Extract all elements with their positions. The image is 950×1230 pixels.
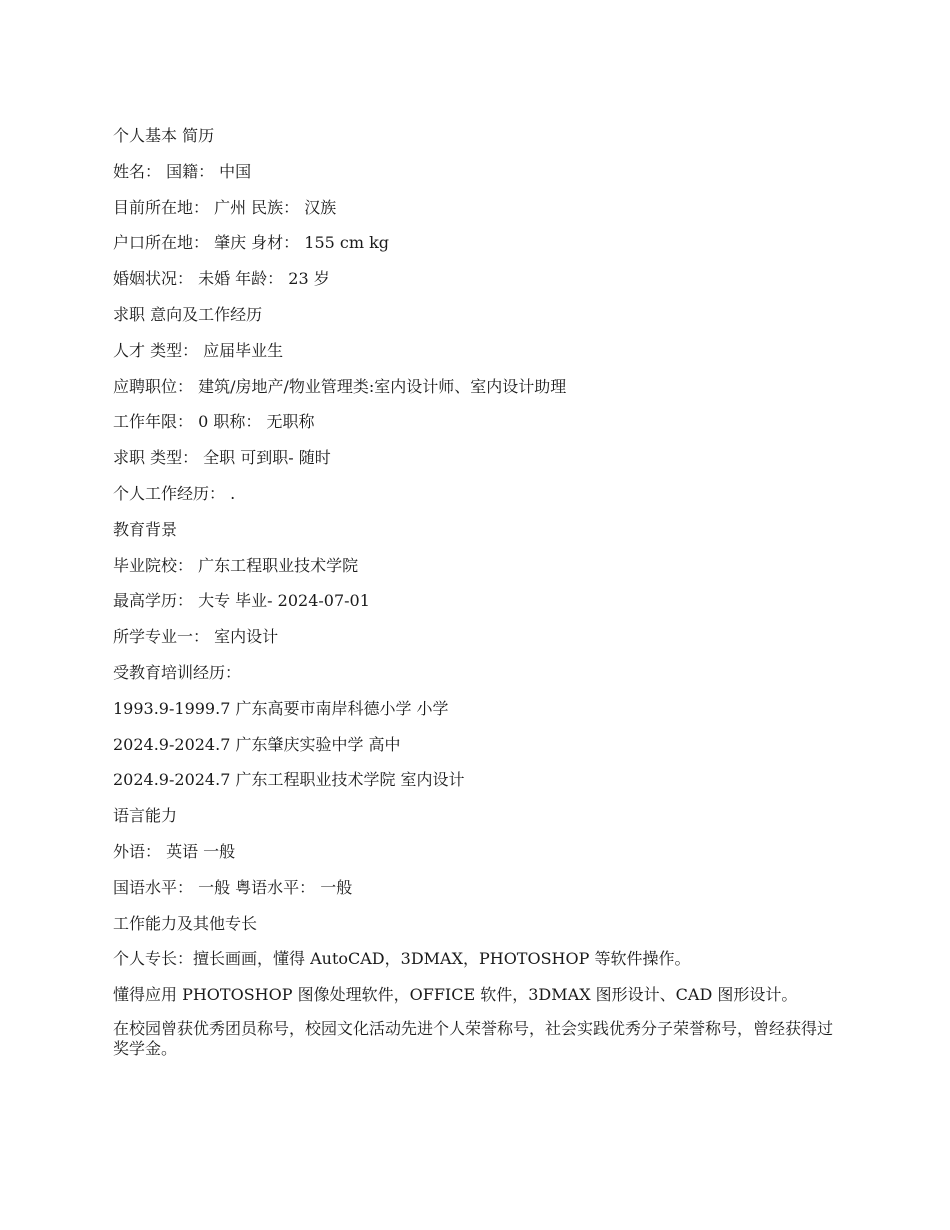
personal-skills-line: 个人专长：擅长画画，懂得 AutoCAD，3DMAX，PHOTOSHOP 等软件操作。 [113, 949, 691, 969]
honors-paragraph: 在校园曾获优秀团员称号，校园文化活动先进个人荣誉称号，社会实践优秀分子荣誉称号，曾经获得过奖学金。 [113, 1018, 834, 1058]
section-heading-language: 语言能力 [113, 806, 178, 826]
section-heading-education: 教育背景 [113, 519, 178, 539]
job-type-line: 求职 类型： 全职 可到职- 随时 [113, 448, 331, 468]
education-entry-college: 2024.9-2024.7 广东工程职业技术学院 室内设计 [113, 770, 465, 790]
highest-degree-line: 最高学历： 大专 毕业- 2024-07-01 [113, 591, 370, 611]
major-line: 所学专业一： 室内设计 [113, 627, 279, 647]
applied-position-line: 应聘职位： 建筑/房地产/物业管理类:室内设计师、室内设计助理 [113, 376, 567, 396]
resume-document [113, 124, 843, 1059]
mandarin-cantonese-line: 国语水平： 一般 粤语水平： 一般 [113, 877, 353, 897]
talent-type-line: 人才 类型： 应届毕业生 [113, 340, 284, 360]
work-experience-line: 个人工作经历： . [113, 483, 236, 503]
graduate-school-line: 毕业院校： 广东工程职业技术学院 [113, 555, 359, 575]
work-years-title-line: 工作年限： 0 职称： 无职称 [113, 412, 315, 432]
hukou-height-line: 户口所在地： 肇庆 身材： 155 cm kg [113, 233, 390, 253]
education-entry-primary: 1993.9-1999.7 广东高要市南岸科德小学 小学 [113, 698, 449, 718]
name-nationality-line: 姓名： 国籍： 中国 [113, 161, 252, 181]
foreign-language-line: 外语： 英语 一般 [113, 841, 236, 861]
section-heading-basic-info: 个人基本 简历 [113, 126, 215, 145]
training-history-heading: 受教育培训经历： [113, 662, 242, 682]
section-heading-skills: 工作能力及其他专长 [113, 913, 258, 933]
marital-age-line: 婚姻状况： 未婚 年龄： 23 岁 [113, 269, 330, 289]
section-heading-job-intention: 求职 意向及工作经历 [113, 304, 263, 324]
software-skills-line: 懂得应用 PHOTOSHOP 图像处理软件，OFFICE 软件，3DMAX 图形设计、CAD 图形设计。 [113, 985, 798, 1005]
education-entry-highschool: 2024.9-2024.7 广东肇庆实验中学 高中 [113, 734, 401, 754]
location-ethnicity-line: 目前所在地： 广州 民族： 汉族 [113, 197, 337, 217]
